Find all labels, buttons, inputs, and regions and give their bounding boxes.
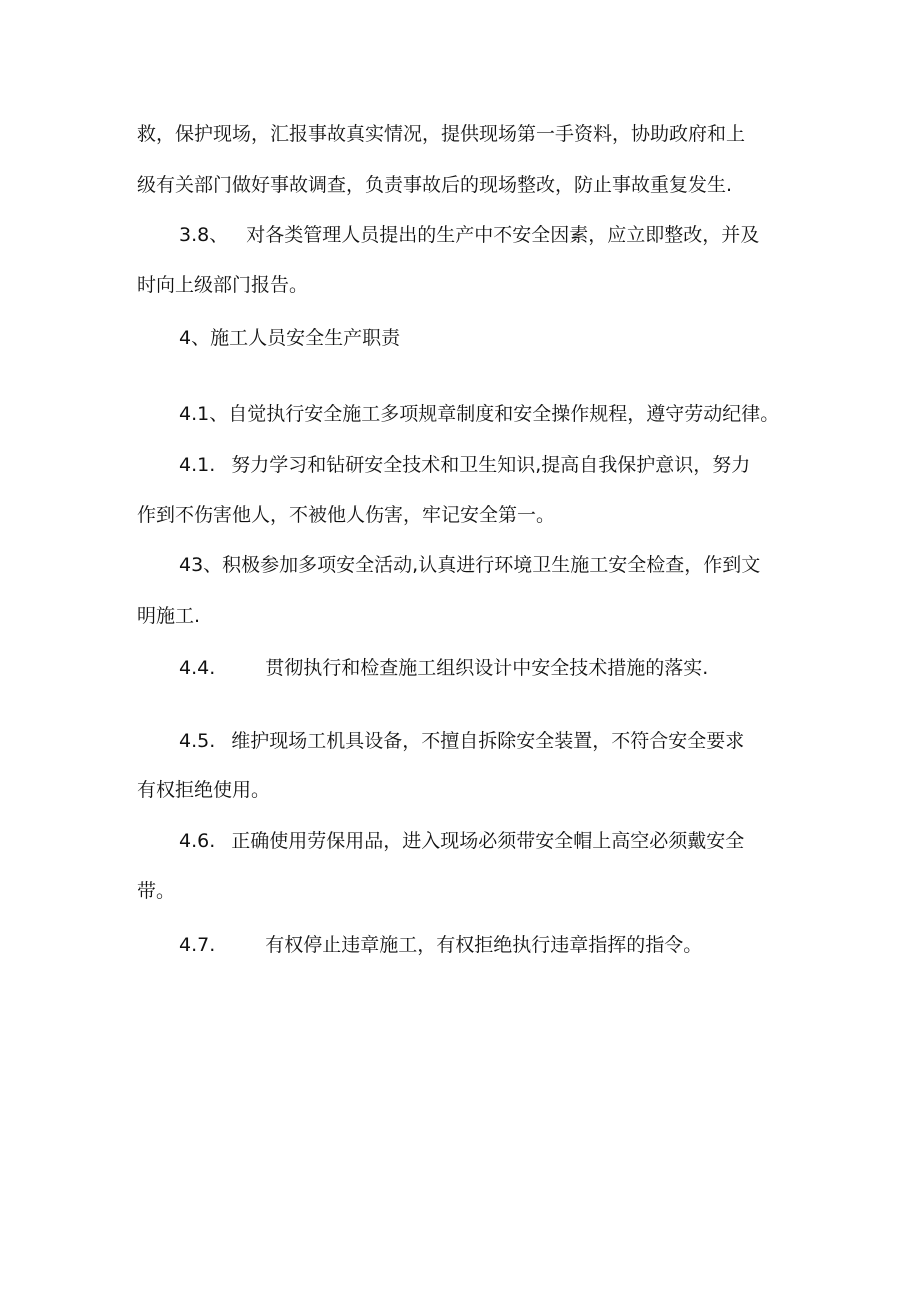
paragraph-line — [179, 222, 829, 248]
item-number: 3.8、 — [179, 224, 229, 246]
paragraph-line — [179, 728, 829, 754]
item-text: 有权停止违章施工，有权拒绝执行违章指挥的指令。 — [265, 934, 703, 956]
item-number: 4.1. — [179, 454, 216, 476]
paragraph-line — [179, 932, 829, 958]
paragraph-line: 救，保护现场，汇报事故真实情况，提供现场第一手资料，协助政府和上 — [137, 123, 746, 145]
section-heading: 4、施工人员安全生产职责 — [179, 327, 401, 349]
paragraph-line: 43、积极参加多项安全活动,认真进行环境卫生施工安全检查，作到文 — [179, 554, 761, 576]
paragraph-line: 有权拒绝使用。 — [137, 779, 271, 801]
paragraph-line — [179, 828, 829, 854]
item-text: 正确使用劳保用品，进入现场必须带安全帽上高空必须戴安全 — [231, 830, 745, 852]
paragraph-line: 级有关部门做好事故调查，负责事故后的现场整改，防止事故重复发生. — [137, 174, 733, 196]
paragraph-line — [179, 655, 829, 681]
item-number: 4.7. — [179, 934, 216, 956]
paragraph-line: 时向上级部门报告。 — [137, 274, 309, 296]
item-text: 对各类管理人员提出的生产中不安全因素，应立即整改，并及 — [246, 224, 760, 246]
item-text: 努力学习和钻研安全技术和卫生知识,提高自我保护意识，努力 — [231, 454, 751, 476]
item-text: 贯彻执行和检查施工组织设计中安全技术措施的落实. — [265, 657, 709, 679]
item-number: 4.5. — [179, 730, 216, 752]
paragraph-line: 带。 — [137, 880, 176, 902]
paragraph-line: 明施工. — [137, 605, 201, 627]
paragraph-line: 4.1、自觉执行安全施工多项规章制度和安全操作规程，遵守劳动纪律。 — [179, 403, 780, 425]
item-number: 4.6. — [179, 830, 216, 852]
paragraph-line: 作到不伤害他人，不被他人伤害，牢记安全第一。 — [137, 504, 556, 526]
paragraph-line — [179, 452, 829, 478]
item-text: 维护现场工机具设备，不擅自拆除安全装置，不符合安全要求 — [231, 730, 745, 752]
item-number: 4.4. — [179, 657, 216, 679]
